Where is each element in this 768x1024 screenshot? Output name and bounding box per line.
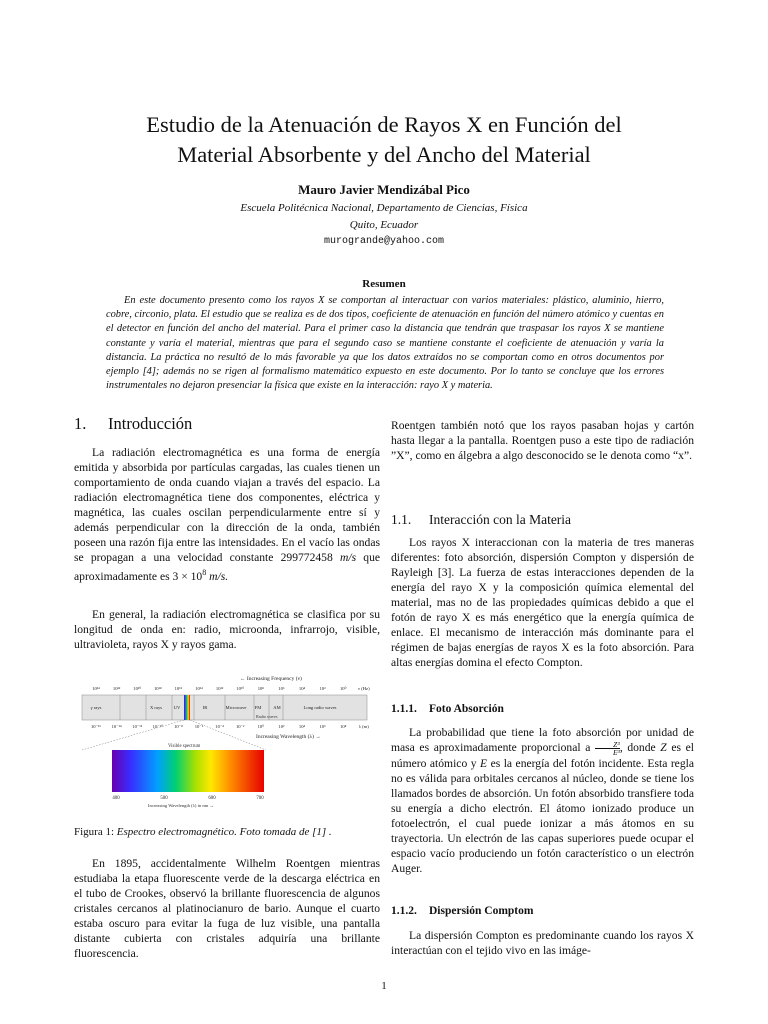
var-z: Z [660, 741, 667, 754]
affiliation-line-1: Escuela Politécnica Nacional, Departamento de Ciencias, Física [240, 202, 528, 214]
band-label: X rays [149, 705, 163, 710]
section-1-1-1-heading [391, 703, 504, 715]
caption-text: Espectro electromagnético. Foto tomada de [1] . [116, 826, 332, 838]
abstract-heading: Resumen [362, 278, 406, 290]
visible-tick: 600 [208, 796, 216, 801]
wavelength-tick: 10⁻¹⁶ [91, 724, 101, 729]
intro-paragraph-4 [391, 418, 694, 463]
frequency-tick: 10⁸ [257, 686, 264, 691]
visible-band-strip [184, 695, 190, 720]
section-1-1-text: Los rayos X interaccionan con la materia de tres maneras diferentes: foto absorción, dispersión Compton y dispersión de Rayleigh [3]. La fuerza de estas interacciones dependen de la energía del rayo X y la composición química elemental del material, mas no de las propiedades químicas debido a que el fotón de rayo X es más energético que la energía química de enlace. El mecanismo de interacción más dominante para el régimen de bajas energías de rayos X es la foto absorción. Para altas energías domina el efecto Compton. [391, 536, 694, 669]
wavelength-tick: 10⁸ [340, 724, 347, 729]
band-label: γ rays [90, 705, 102, 710]
fraction-denominator: E³ [612, 747, 620, 757]
frequency-tick: 10¹⁴ [195, 686, 203, 691]
intro-paragraph-2 [74, 607, 380, 652]
visible-spectrum-gradient [112, 750, 264, 792]
foto-text-a: La probabilidad que tiene la foto absorción por unidad de masa es aproximadamente proporcional a [391, 726, 694, 754]
visible-spectrum-label: Visible spectrum [168, 744, 201, 749]
wavelength-tick: 10⁻¹⁴ [111, 724, 122, 729]
foto-text-c: es el número atómico y [391, 741, 694, 770]
wavelength-tick: 10⁻¹² [132, 724, 143, 729]
intro-paragraph-3 [74, 856, 380, 961]
z3-over-e3-fraction [595, 741, 620, 756]
author-email[interactable]: murogrande@yahoo.com [323, 236, 445, 247]
section-1-1-1-number: 1.1.1. [391, 703, 417, 715]
section-1-1-2-text: La dispersión Compton es predominante cuando los rayos X interactúan con el tejido vivo en las imáge- [391, 929, 694, 957]
wavelength-tick: 10² [278, 724, 285, 729]
band-label: IR [202, 705, 208, 710]
frequency-tick: 10²⁴ [92, 686, 100, 691]
frequency-tick: 10²⁰ [133, 686, 142, 691]
visible-tick: 400 [112, 796, 120, 801]
frequency-tick: 10¹⁶ [174, 686, 183, 691]
wavelength-tick: 10⁰ [257, 724, 265, 729]
frequency-tick: 10¹⁸ [154, 686, 162, 691]
section-1-1-number: 1.1. [391, 512, 412, 527]
section-1-1-2-title: Dispersión Comptom [429, 905, 534, 917]
frequency-tick: 10¹² [215, 686, 224, 691]
title-line-1: Estudio de la Atenuación de Rayos X en Función del [146, 112, 622, 137]
zoom-line-right [190, 720, 266, 750]
intro-p1-text-a: La radiación electromagnética es una forma de energía emitida y absorbida por partículas cargadas, las cuales tienen un comportamiento de onda cuando viajan a través del espacio. La radiación electromagnética tiene dos componentes, eléctrica y magnética, las cuales oscilan perpendicularmente entre sí y además perpendicular con la dirección de la onda, también poseen una razón fija entre las intensidades. En el vacío las ondas se propagan a una velocidad constante 299772458 [74, 446, 380, 564]
visible-tick: 700 [256, 796, 264, 801]
frequency-tick: 10²² [112, 686, 121, 691]
foto-text-b: , donde [619, 741, 656, 754]
band-label: FM [254, 705, 262, 710]
section-1-title: Introducción [108, 414, 193, 433]
frequency-tick: 10¹⁰ [236, 686, 245, 691]
intro-p1-unit-2: m/s. [209, 569, 229, 583]
author-name: Mauro Javier Mendizábal Pico [298, 182, 470, 197]
intro-p4-text: Roentgen también notó que los rayos pasaban hojas y cartón hasta llegar a la pantalla. Roentgen puso a este tipo de radiación ”X”, como en álgebra a algo desconocido se le denota como “x”. [391, 419, 694, 462]
frequency-tick: 10⁶ [278, 686, 285, 691]
visible-ticks [112, 796, 264, 801]
section-1-1-2-number: 1.1.2. [391, 905, 417, 917]
intro-p3-text: En 1895, accidentalmente Wilhelm Roentgen mientras estudiaba la etapa fluorescente verde de la descarga eléctrica en el tubo de Crookes, observó la brillante fluorescencia de algunos cristales cercanos al platinocianuro de bario. Aunque el cuarto estaba oscuro para evitar la fuga de luz visible, una pantalla distante cubierta con cristales adquiría una brillante fluorescencia. [74, 857, 380, 960]
wavelength-tick: 10⁻⁴ [215, 724, 224, 729]
page-number: 1 [381, 980, 387, 992]
section-1-1-1-paragraph [391, 725, 694, 876]
band-label: Microwave [225, 705, 247, 710]
wavelength-tick: 10⁴ [298, 724, 306, 729]
section-1-1-heading [391, 512, 571, 528]
section-1-1-2-paragraph [391, 928, 694, 958]
wavelength-ticks [91, 724, 369, 729]
paper-title [60, 110, 708, 170]
band-label: Long radio waves [303, 705, 337, 710]
affiliation-line-2: Quito, Ecuador [349, 219, 419, 231]
frequency-ticks [92, 686, 370, 691]
frequency-tick: 10⁴ [298, 686, 306, 691]
title-line-2: Material Absorbente y del Ancho del Material [177, 142, 591, 167]
intro-p1-text-b: que aproximadamente es 3 × 10 [74, 551, 381, 583]
intro-paragraph-1 [74, 445, 380, 584]
radio-waves-label: Radio waves [256, 714, 278, 719]
section-1-heading [74, 414, 192, 434]
section-1-1-title: Interacción con la Materia [429, 512, 572, 527]
wavelength-tick: 10⁻⁶ [194, 724, 204, 729]
wavelength-tick: 10⁶ [319, 724, 326, 729]
abstract-text: En este documento presento como los rayos X se comportan al interactuar con varios materiales: plástico, aluminio, hierro, cobre, circonio, plata. El estudio que se realiza es de dos tipos, coeficiente de atenuación en función del número atómico y cuentas en el detector en función del ancho del material. Para el primer caso la distancia que tendrán que traspasar los rayos X se mantiene constante y varía el material, mientras que para el segundo caso se mantiene constante el coeficiente de atenuación y varía la distancia. La práctica no resultó de lo más favorable ya que los datos extraídos no se comportan como en otros documentos por ejemplo [4]; además no se rigen al formalismo matemático expuesto en este documento. Por lo tanto se concluye que los errores instrumentales no dejaron presenciar la física que existe en la interacción: rayo X y materia. [106, 295, 664, 392]
intro-p2-text: En general, la radiación electromagnética se clasifica por su longitud de onda en: radio, microonda, infrarrojo, visible, ultravioleta, rayos X y rayos gama. [74, 608, 380, 651]
frequency-tick: 10² [319, 686, 326, 691]
caption-label: Figura 1: [74, 826, 115, 838]
wavelength-axis-label: Increasing Wavelength (λ) → [256, 734, 321, 740]
wavelength-tick: 10⁻⁸ [174, 724, 183, 729]
wavelength-tick: 10⁻¹⁰ [152, 724, 163, 729]
em-spectrum-figure [80, 674, 380, 808]
frequency-axis-label: ← Increasing Frequency (ν) [240, 676, 302, 682]
visible-tick: 500 [160, 796, 168, 801]
figure-caption [74, 826, 384, 838]
wavelength-tick: λ (m) [358, 724, 369, 729]
intro-p1-unit: m/s [339, 551, 357, 564]
band-label: UV [173, 705, 181, 710]
frequency-tick: ν (Hz) [357, 686, 370, 691]
section-1-number: 1. [74, 414, 87, 433]
fraction-numerator: Z³ [595, 741, 620, 749]
frequency-tick: 10⁰ [339, 686, 347, 691]
section-1-1-2-heading [391, 905, 533, 917]
wavelength-tick: 10⁻² [235, 724, 245, 729]
band-label: AM [273, 705, 281, 710]
var-e: E [480, 756, 488, 770]
intro-p1-exponent: 8 [202, 568, 207, 577]
foto-text-d: es la energía del fotón incidente. Esta regla no es válida para orbitales cercanos al núcleo, donde se tiene los llamados bordes de absorción. Un fotón absorbido transfiere toda su energía a dicho electrón. El átomo ionizado produce un fotoelectrón, el cual puede ionizar a más átomos en su trayectoria. Un electrón de las capas superiores puede ocupar el espacio vacío produciendo un fotón característico o un electrón Auger. [391, 756, 694, 875]
visible-axis-label: Increasing Wavelength (λ) in nm → [148, 803, 214, 808]
section-1-1-1-title: Foto Absorción [429, 703, 504, 715]
section-1-1-paragraph [391, 535, 694, 670]
